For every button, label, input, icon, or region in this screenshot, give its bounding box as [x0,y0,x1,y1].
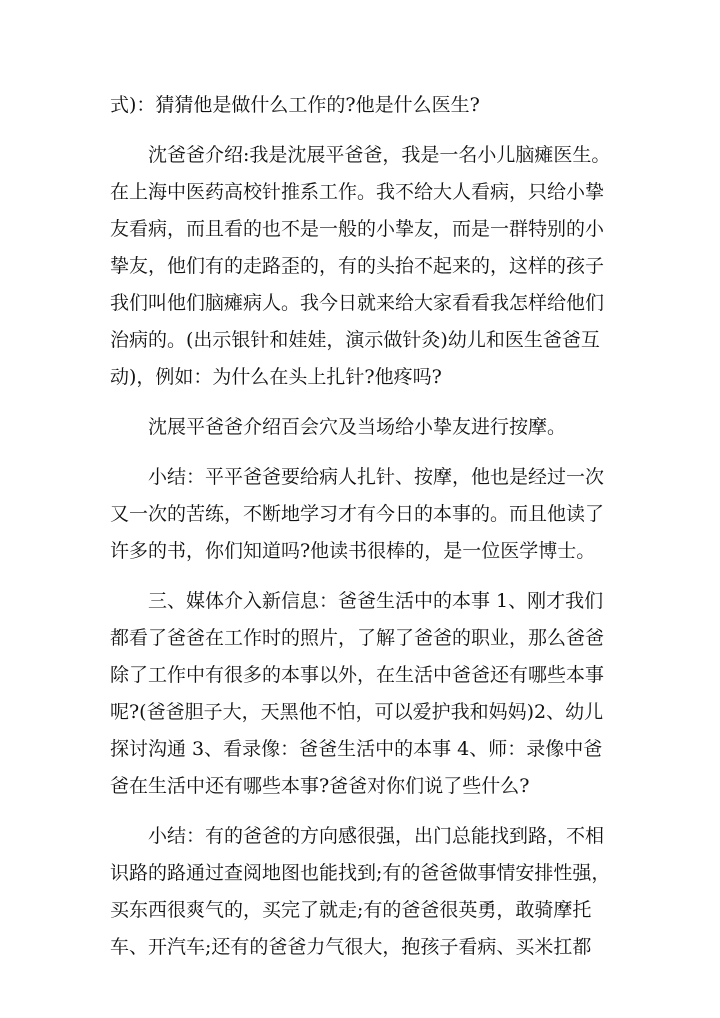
text-line: 探讨沟通 3、看录像：爸爸生活中的本事 4、师：录像中爸 [110,738,603,760]
text-line: 治病的。(出示银针和娃娃，演示做针灸)幼儿和医生爸爸互 [110,329,600,351]
paragraph-media-new-info [110,583,615,805]
paragraph-acupoint-massage [110,409,615,446]
document-body [110,87,615,966]
text-line: 三、媒体介入新信息：爸爸生活中的本事 1、刚才我们 [148,590,604,612]
text-line: 又一次的苦练，不断地学习才有今日的本事的。而且他读了 [110,503,605,525]
paragraph-gap [110,396,615,409]
text-line: 除了工作中有很多的本事以外，在生活中爸爸还有哪些本事 [110,664,605,686]
text-line: 小结：平平爸爸要给病人扎针、按摩，他也是经过一次 [148,466,605,488]
paragraph-summary-doctor [110,459,615,570]
text-line: 沈展平爸爸介绍百会穴及当场给小挚友进行按摩。 [148,416,567,438]
text-line: 友看病，而且看的也不是一般的小挚友，而是一群特别的小 [110,218,605,240]
paragraph-summary-dad-skills [110,818,615,966]
text-line: 许多的书，你们知道吗?他读书很棒的，是一位医学博士。 [110,540,596,562]
text-line: 小结：有的爸爸的方向感很强，出门总能找到路，不相 [148,825,605,847]
text-line: 式)：猜猜他是做什么工作的?他是什么医生? [110,94,480,116]
text-line: 识路的路通过查阅地图也能找到;有的爸爸做事情安排性强， [110,862,611,884]
text-line: 挚友，他们有的走路歪的，有的头抬不起来的，这样的孩子 [110,255,605,277]
text-line: 车、开汽车;还有的爸爸力气很大，抱孩子看病、买米扛都 [110,936,592,958]
paragraph-doctor-introduction [110,137,615,396]
text-line: 买东西很爽气的，买完了就走;有的爸爸很英勇，敢骑摩托 [110,899,592,921]
paragraph-gap [110,570,615,583]
text-line: 动)，例如：为什么在头上扎针?他疼吗? [110,366,442,388]
paragraph-guess-profession [110,87,615,124]
paragraph-gap [110,124,615,137]
text-line: 呢?(爸爸胆子大，天黑他不怕，可以爱护我和妈妈)2、幼儿 [110,701,604,723]
text-line: 沈爸爸介绍:我是沈展平爸爸，我是一名小儿脑瘫医生。 [148,144,611,166]
text-line: 在上海中医药高校针推系工作。我不给大人看病，只给小挚 [110,181,605,203]
paragraph-gap [110,805,615,818]
paragraph-gap [110,446,615,459]
text-line: 都看了爸爸在工作时的照片，了解了爸爸的职业，那么爸爸 [110,627,605,649]
text-line: 我们叫他们脑瘫病人。我今日就来给大家看看我怎样给他们 [110,292,605,314]
text-line: 爸在生活中还有哪些本事?爸爸对你们说了些什么? [110,775,530,797]
